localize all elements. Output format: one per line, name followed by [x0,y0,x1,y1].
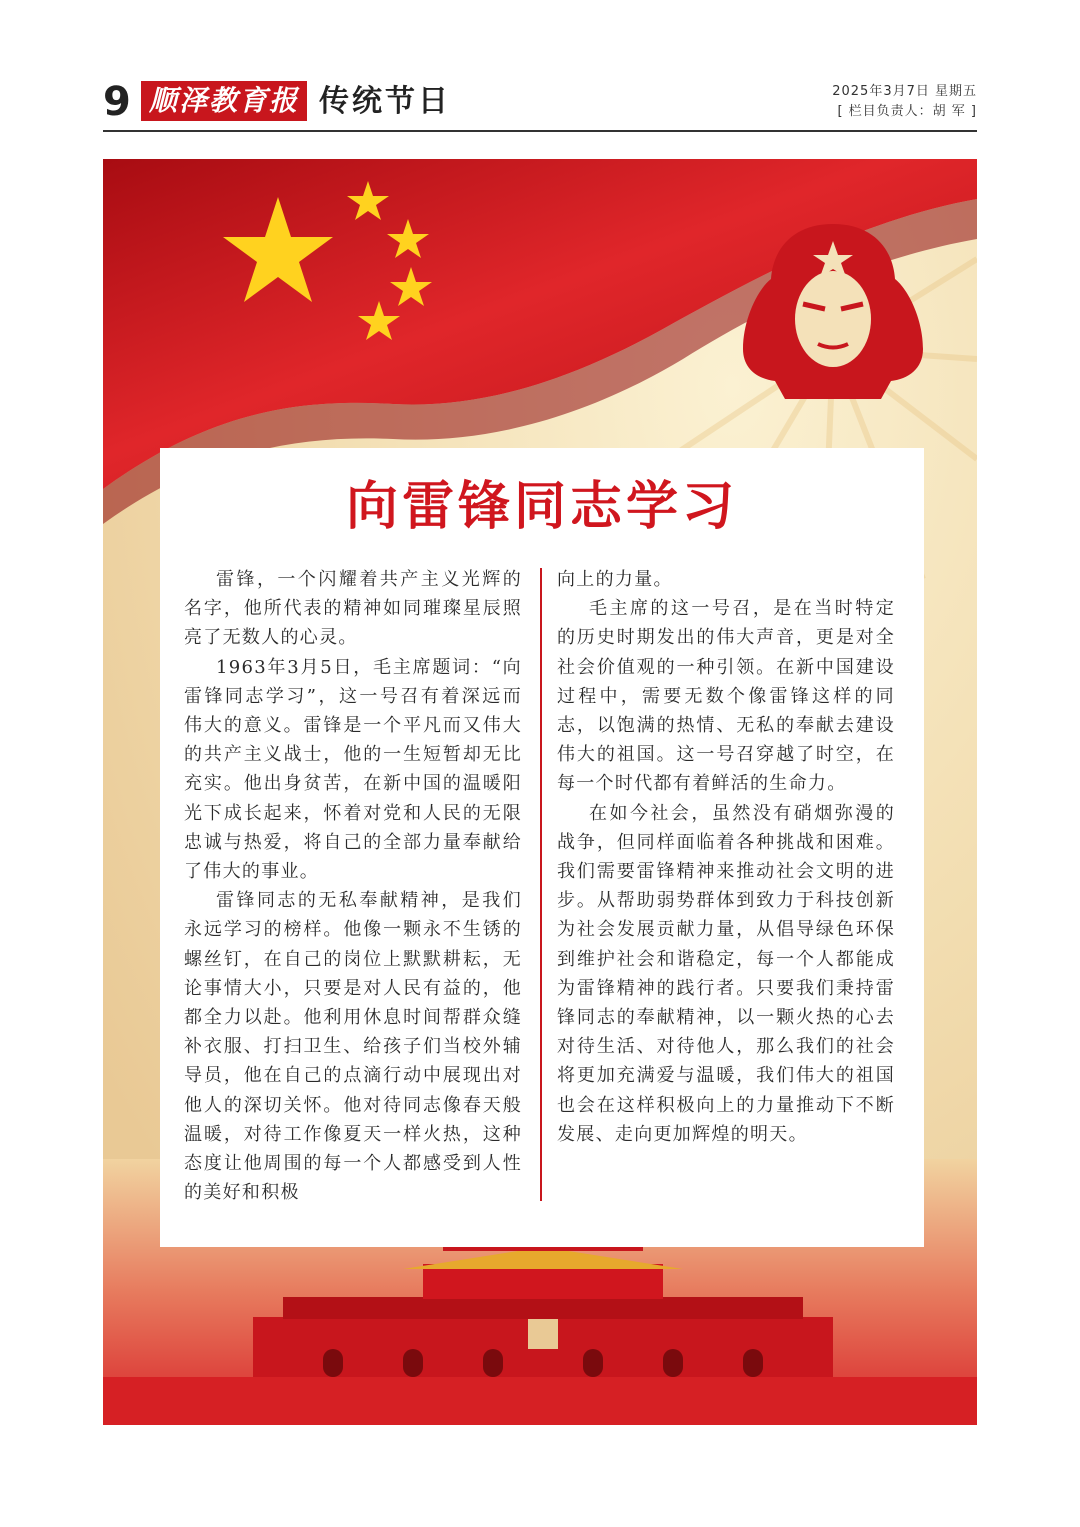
column-divider [540,568,542,1201]
page-number: 9 [103,79,131,125]
article-paragraph: 向上的力量。 [557,569,673,590]
masthead [103,76,977,132]
article-right-column [557,565,895,1149]
paper-name-logo: 顺泽教育报 [141,81,307,121]
article-paragraph: 雷锋，一个闪耀着共产主义光辉的名字，他所代表的精神如同璀璨星辰照亮了无数人的心灵。 [184,569,522,649]
poster [103,159,977,1425]
article-paragraph: 1963年3月5日，毛主席题词：“向雷锋同志学习”，这一号召有着深远而伟大的意义。雷锋是一个平凡而又伟大的共产主义战士，他的一生短暂却无比充实。他出身贫苦，在新中国的温暖阳光下成长起来，怀着对党和人民的无限忠诚与热爱，将自己的全部力量奉献给了伟大的事业。 [184,656,522,883]
article-title: 向雷锋同志学习 [345,477,738,537]
article-left-column [184,565,522,1207]
masthead-rule [103,130,977,132]
article-paragraph: 毛主席的这一号召，是在当时特定的历史时期发出的伟大声音，更是对全社会价值观的一种引领。在新中国建设过程中，需要无数个像雷锋这样的同志，以饱满的热情、无私的奉献去建设伟大的祖国。这一号召穿越了时空，在每一个时代都有着鲜活的生命力。 [557,598,895,795]
issue-date: 2025年3月7日 星期五 [832,84,977,99]
article-paragraph: 在如今社会，虽然没有硝烟弥漫的战争，但同样面临着各种挑战和困难。我们需要雷锋精神来推动社会文明的进步。从帮助弱势群体到致力于科技创新为社会发展贡献力量，从倡导绿色环保到维护社会和谐稳定，每一个人都能成为雷锋精神的践行者。只要我们秉持雷锋同志的奉献精神，以一颗火热的心去对待生活、对待他人，那么我们的社会将更加充满爱与温暖，我们伟大的祖国也会在这样积极向上的力量推动下不断发展、走向更加辉煌的明天。 [557,802,895,1145]
section-name: 传统节日 [319,84,451,119]
column-editor: [ 栏目负责人：胡 军 ] [837,104,977,119]
article-paragraph: 雷锋同志的无私奉献精神，是我们永远学习的榜样。他像一颗永不生锈的螺丝钉，在自己的岗位上默默耕耘，无论事情大小，只要是对人民有益的，他都全力以赴。他利用休息时间帮群众缝补衣服、打扫卫生、给孩子们当校外辅导员，他在自己的点滴行动中展现出对他人的深切关怀。他对待同志像春天般温暖，对待工作像夏天一样火热，这种态度让他周围的每一个人都感受到人性的美好和积极 [184,890,522,1204]
article-box [160,448,924,1247]
